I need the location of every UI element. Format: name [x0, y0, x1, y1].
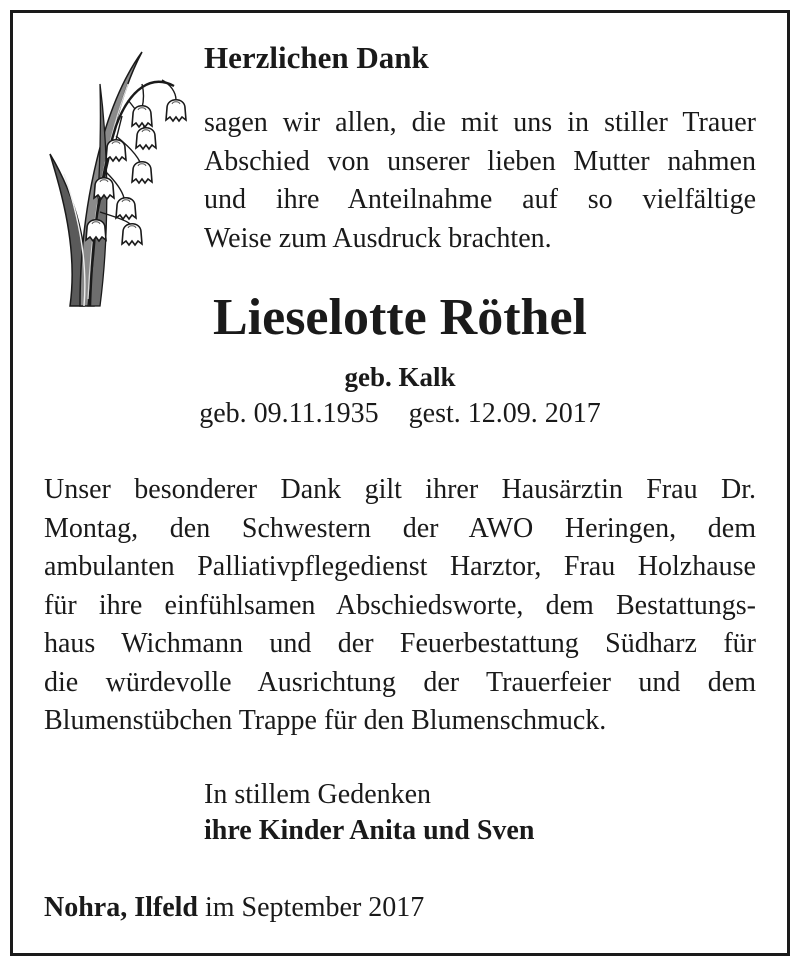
lily-of-the-valley-icon	[44, 44, 194, 309]
thanks-line: Montag, den Schwestern der AWO Heringen, dem	[44, 512, 756, 544]
date: im September 2017	[205, 892, 425, 923]
intro-line: Weise zum Ausdruck brachten.	[204, 222, 552, 254]
death-date: gest. 12.09. 2017	[408, 398, 601, 429]
life-dates	[0, 395, 800, 433]
intro-text	[204, 104, 756, 258]
intro-line: und ihre Anteilnahme auf so vielfältige	[204, 184, 756, 215]
place: Nohra, Ilfeld	[44, 892, 198, 923]
thanks-line: die würdevolle Ausrichtung der Trauerfeier und dem	[44, 666, 756, 698]
thanks-line: ambulanten Palliativpflegedienst Harztor, Frau Holzhause	[44, 551, 756, 582]
maiden-name: geb. Kalk	[344, 362, 456, 392]
thanks-line: Unser besonderer Dank gilt ihrer Hausärztin Frau Dr.	[44, 474, 756, 505]
thanks-line: für ihre einfühlsamen Abschiedsworte, dem Bestattungs-	[44, 589, 756, 621]
thanks-line: haus Wichmann und der Feuerbestattung Südharz für	[44, 628, 756, 659]
intro-line: Abschied von unserer lieben Mutter nahmen	[204, 145, 756, 177]
thanks-line: Blumenstübchen Trappe für den Blumenschmuck.	[44, 705, 607, 736]
heading-title: Herzlichen Dank	[204, 40, 429, 75]
deceased-name: Lieselotte Röthel	[212, 289, 587, 346]
thanks-paragraph	[44, 471, 756, 741]
memory-line: In stillem Gedenken	[204, 779, 432, 810]
place-date-line	[44, 889, 424, 927]
intro-line: sagen wir allen, die mit uns in stiller Trauer	[204, 107, 756, 138]
birth-date: geb. 09.11.1935	[199, 398, 379, 429]
signers: ihre Kinder Anita und Sven	[204, 815, 535, 846]
